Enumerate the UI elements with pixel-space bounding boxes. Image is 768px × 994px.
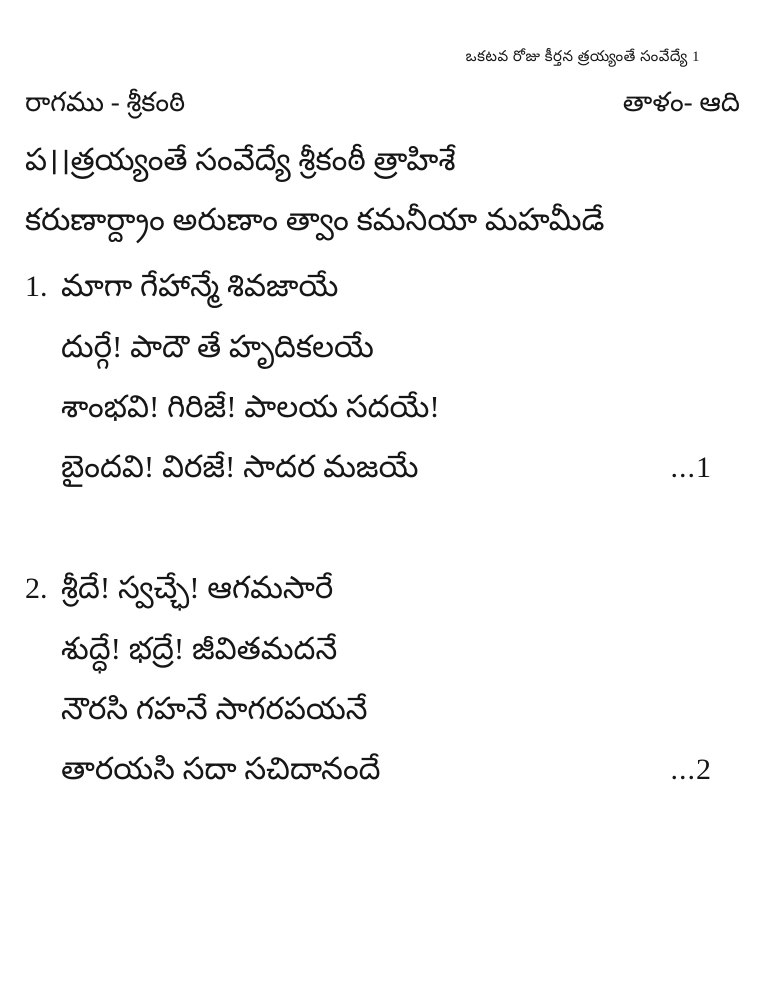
verse-line — [25, 619, 712, 679]
verse-end-marker: ...1 — [670, 451, 712, 484]
verse-line — [25, 558, 712, 619]
verse-line-text: తారయసి సదా సచిదానందే — [61, 751, 381, 786]
raga-label: రాగము - శ్రీకంఠి — [25, 87, 186, 117]
pallavi-line: కరుణార్ద్రాం అరుణాం త్వాం కమనీయా మహమీడే — [25, 202, 605, 237]
verse-end-marker: ...2 — [670, 753, 712, 786]
verse-line — [25, 377, 712, 437]
verse-line-text: నౌరసి గహనే సాగరపయనే — [61, 691, 368, 726]
verse-line-text: మాగా గేహాన్మే శివజాయే — [61, 268, 339, 303]
verse-line — [25, 256, 712, 317]
verse-line-text: శ్రీదే! స్వచ్ఛే! ఆగమసారే — [61, 570, 334, 605]
verse-line-text: శుద్ధే! భద్రే! జీవితమదనే — [61, 631, 338, 666]
verse-1 — [25, 256, 740, 498]
verse-line — [25, 437, 712, 498]
verse-line — [25, 679, 712, 739]
pallavi-section — [25, 130, 740, 250]
tala-label: తాళం- ఆది — [622, 87, 740, 117]
verse-line — [25, 739, 712, 800]
verse-number: 1. — [25, 270, 48, 303]
verse-line-text: దుర్గే! పాదౌ తే హృదికలయే — [61, 329, 374, 364]
verse-line-text: శాంభవి! గిరిజే! పాలయ సదయే! — [61, 389, 440, 424]
verse-line-text: బైందవి! విరజే! సాదర మజయే — [61, 449, 419, 484]
raga-tala-row — [25, 80, 740, 124]
verse-number: 2. — [25, 572, 48, 605]
running-header: ఒకటవ రోజు కీర్తన త్రయ్యంతే సంవేద్యే 1 — [465, 49, 700, 65]
verse-2 — [25, 558, 740, 800]
pallavi-line: ప।।త్రయ్యంతే సంవేద్యే శ్రీకంఠీ త్రాహిశే — [25, 142, 456, 177]
verse-line — [25, 317, 712, 377]
